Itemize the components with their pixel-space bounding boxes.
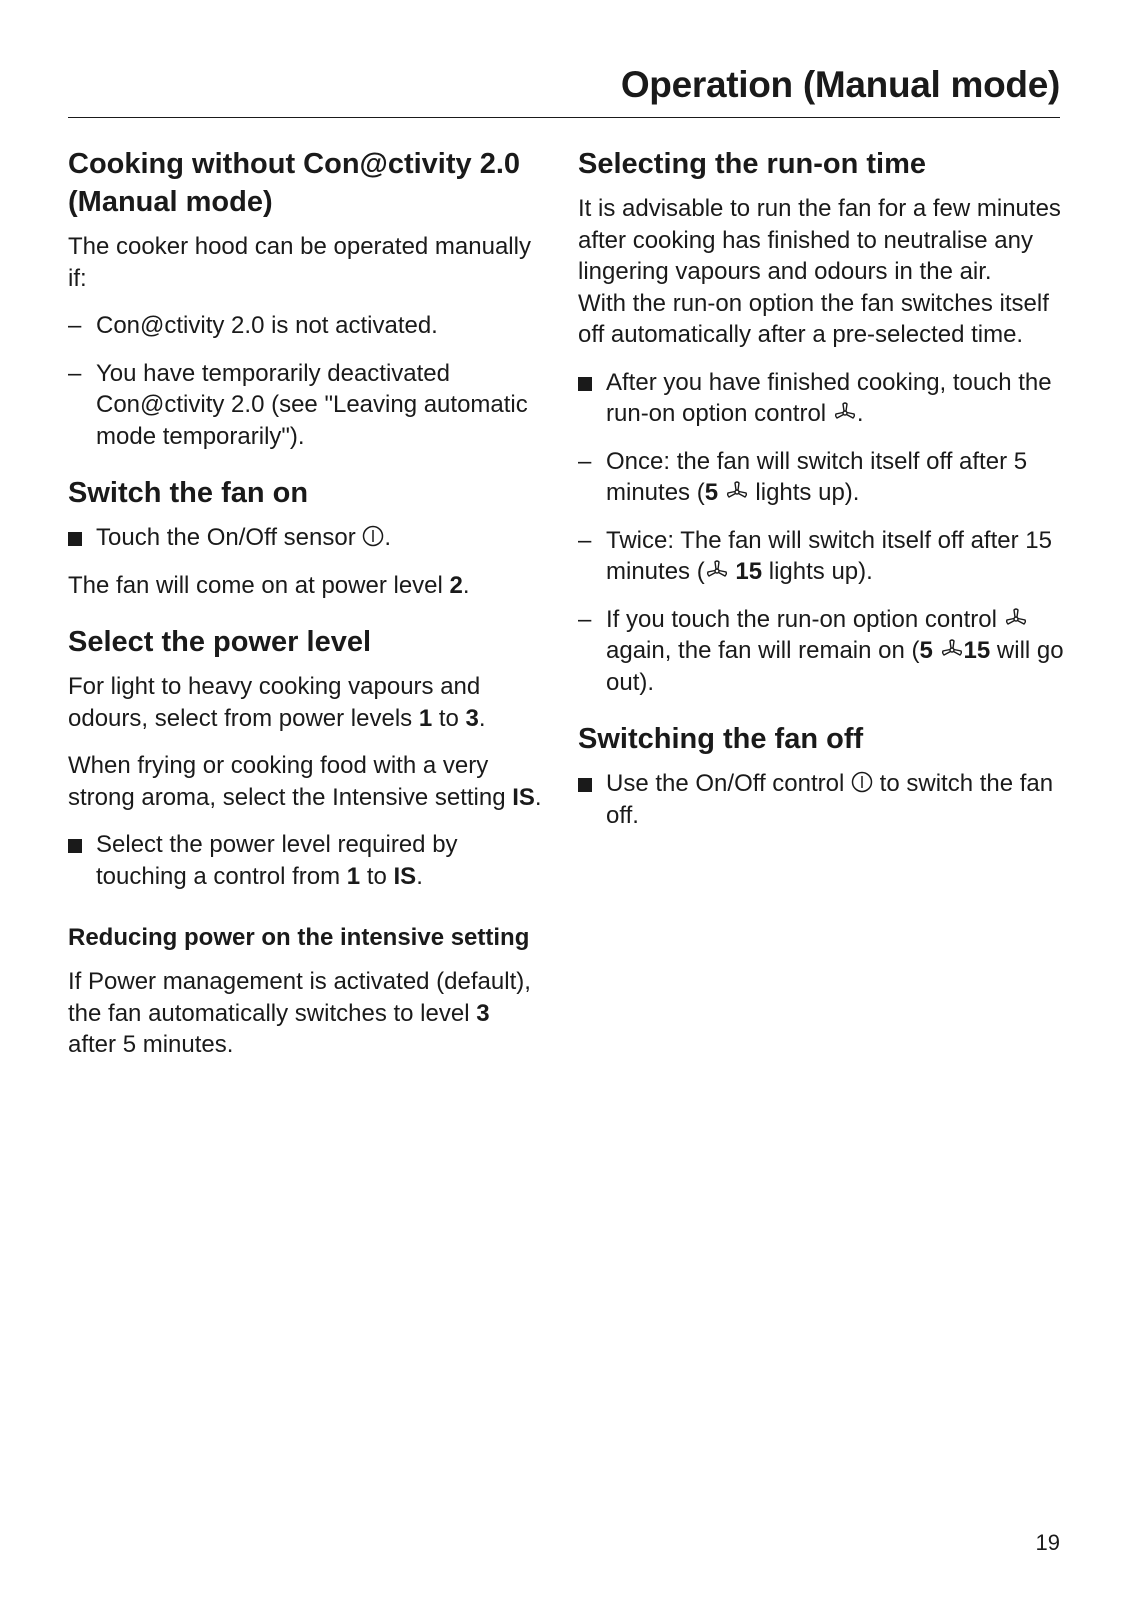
text: after 5 minutes. (68, 1031, 234, 1058)
text: to (432, 704, 466, 732)
bold-value: 1 (418, 704, 433, 732)
run-on-heading: Selecting the run-on time (578, 148, 927, 180)
bold-value: 5 (704, 479, 719, 506)
reducing-text (68, 966, 543, 1061)
fan-icon (833, 401, 857, 423)
text: If you touch the run-on option control (606, 605, 1004, 633)
power-level-section (68, 623, 543, 892)
switch-on-heading: Switch the fan on (68, 477, 309, 509)
text: again, the fan will remain on ( (606, 637, 920, 664)
manual-mode-section (68, 145, 543, 452)
step-item (68, 522, 543, 554)
list-item-text: You have temporarily deactivated Con@ctivity 2.0 (see "Leaving automatic mode temporarily"). (96, 359, 528, 450)
text: Use the On/Off control (606, 770, 852, 797)
bold-value: 5 (919, 637, 933, 664)
text: . (478, 704, 486, 732)
power-icon (362, 525, 384, 547)
text: Once: the fan will switch itself off after 5 minutes ( (606, 447, 1028, 506)
text: Select the power level required by touching a control from (96, 831, 458, 890)
text: to (360, 862, 394, 890)
fan-icon (705, 559, 729, 581)
reducing-heading: Reducing power on the intensive setting (68, 924, 530, 951)
switch-off-heading: Switching the fan off (578, 723, 864, 755)
manual-mode-heading: Cooking without Con@ctivity 2.0 (Manual mode) (68, 148, 521, 218)
text: lights up). (762, 558, 873, 585)
bold-value: 3 (476, 999, 490, 1027)
list-item (578, 446, 1068, 509)
result-text-end: . (462, 571, 470, 599)
bullet-square (578, 377, 592, 391)
text: If Power management is activated (default), the fan automatically switches to level (68, 968, 531, 1027)
list-item (68, 310, 543, 342)
run-on-p1: It is advisable to run the fan for a few minutes after cooking has finished to neutralise any lingering vapours and odours in the air. (578, 195, 1061, 285)
run-on-p2: With the run-on option the fan switches itself off automatically after a pre-selected time. (578, 289, 1049, 348)
list-item (578, 525, 1068, 588)
step-text: Touch the On/Off sensor (96, 524, 363, 551)
reducing-section (68, 922, 543, 1061)
step-item (68, 829, 543, 892)
list-item-text: Con@ctivity 2.0 is not activated. (96, 312, 438, 339)
bullet-square (578, 778, 592, 792)
list-item (578, 604, 1068, 699)
header-rule (68, 117, 1060, 118)
bold-value: 1 (346, 862, 361, 890)
dash-mark: – (68, 312, 82, 339)
left-column (68, 145, 543, 1083)
dash-mark: – (578, 447, 592, 475)
text: . (534, 783, 542, 811)
text: . (856, 400, 864, 427)
dash-mark: – (578, 605, 592, 633)
power-level-value: 2 (449, 571, 463, 599)
text: When frying or cooking food with a very strong aroma, select the Intensive setting (68, 752, 513, 811)
text: After you have finished cooking, touch the run-on option control (606, 368, 1052, 427)
page-title: Operation (Manual mode) (620, 64, 1060, 105)
dash-mark: – (578, 526, 592, 554)
power-level-heading: Select the power level (68, 626, 372, 658)
bold-value: IS (393, 862, 417, 890)
text: Twice: The fan will switch itself off after 15 minutes ( (606, 526, 1052, 585)
run-on-section (578, 145, 1068, 698)
dash-mark: – (68, 359, 82, 387)
power-level-p2 (68, 750, 543, 813)
result-text: The fan will come on at power level (68, 571, 450, 599)
step-item (578, 367, 1068, 430)
switch-on-section (68, 474, 543, 601)
list-item (68, 358, 543, 453)
power-level-p1 (68, 671, 543, 734)
right-column (578, 145, 1068, 853)
switch-on-result (68, 570, 543, 602)
text: will go out). (606, 637, 1064, 696)
bold-value: 15 (735, 558, 763, 585)
switch-off-section (578, 720, 1068, 831)
manual-intro: The cooker hood can be operated manually if: (68, 233, 531, 292)
fan-icon (940, 638, 964, 660)
text: to switch the fan off. (606, 770, 1054, 829)
bold-value: 15 (963, 637, 991, 664)
power-icon (851, 771, 873, 793)
bullet-square (68, 839, 82, 853)
bold-value: IS (512, 783, 535, 811)
step-text-end: . (384, 524, 392, 551)
text: lights up). (748, 479, 860, 506)
text: For light to heavy cooking vapours and odours, select from power levels (68, 673, 481, 732)
step-item (578, 768, 1068, 831)
fan-icon (725, 480, 749, 502)
bullet-square (68, 532, 82, 546)
page-number: 19 (1035, 1530, 1060, 1555)
text: . (416, 862, 423, 890)
fan-icon (1004, 607, 1028, 629)
bold-value: 3 (465, 704, 479, 732)
